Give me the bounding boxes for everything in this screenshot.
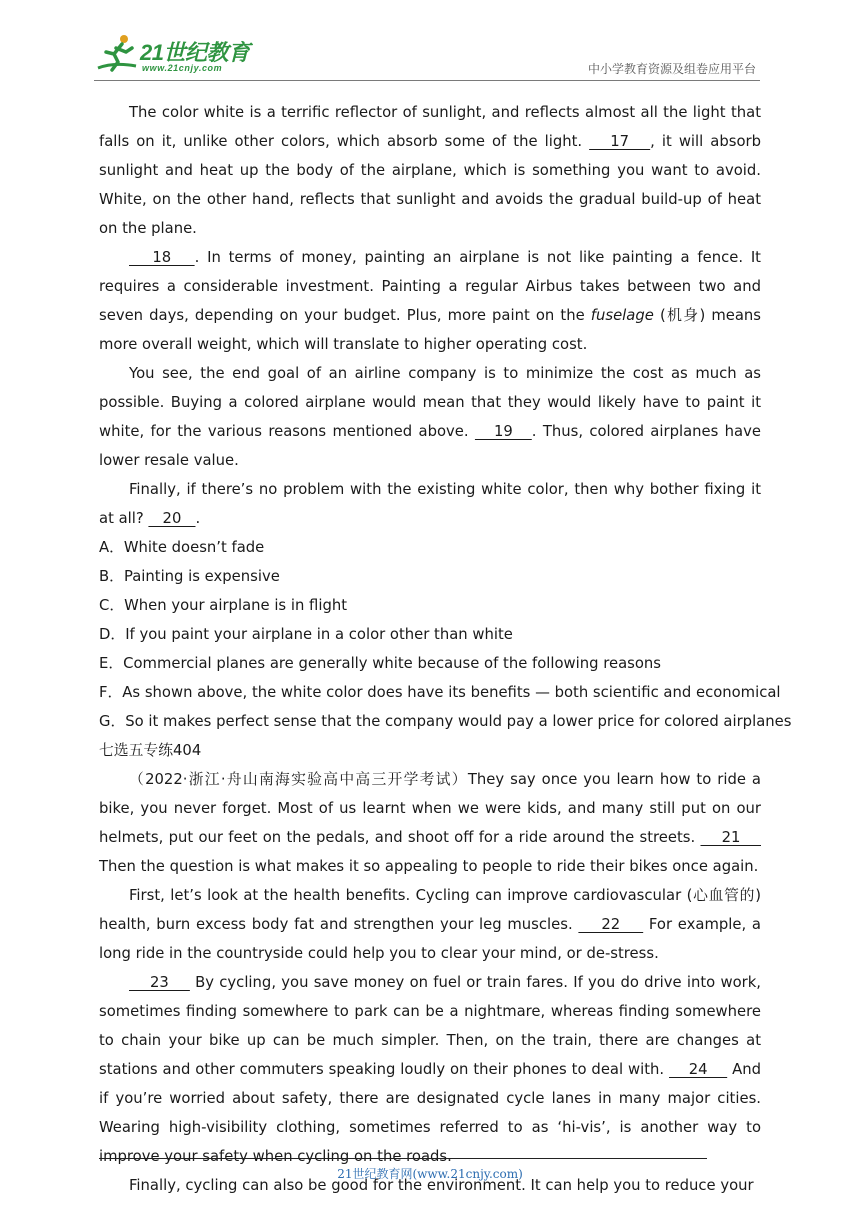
- italic-term: fuselage: [590, 307, 654, 324]
- document-body: [99, 98, 792, 1200]
- paragraph: [99, 881, 761, 968]
- page-header: [94, 30, 760, 81]
- text-run: For example, a long ride in the countryside could help you to clear your mind, or de-stress.: [99, 916, 761, 962]
- blank-20: 20: [148, 510, 196, 527]
- paragraph: [99, 98, 761, 243]
- option-a: A．White doesn’t fade: [99, 539, 265, 556]
- logo-url-text: www.21cnjy.com: [142, 63, 223, 73]
- blank-21: 21: [700, 829, 761, 846]
- text-run: (机身) means more overall weight, which will translate to higher operating cost.: [99, 307, 761, 353]
- blank-22: 22: [578, 916, 644, 933]
- paragraph: [99, 765, 761, 881]
- footer-link[interactable]: 21世纪教育网(www.21cnjy.com): [337, 1167, 523, 1181]
- blank-17: 17: [589, 133, 651, 150]
- option-d: D．If you paint your airplane in a color other than white: [99, 626, 513, 643]
- footer-divider: [99, 1158, 707, 1159]
- text-run: The color white is a terrific reflector of sunlight, and reflects almost all the light that falls on it, unlike other colors, which absorb some of the light.: [99, 104, 761, 150]
- text-run: , it will absorb sunlight and heat up the body of the airplane, which is something you want to avoid. White, on the other hand, reflects that sunlight and avoids the gradual build-up of heat on the plane.: [99, 133, 761, 237]
- runner-icon: [94, 32, 140, 76]
- text-run: Then the question is what makes it so appealing to people to ride their bikes once again.: [99, 858, 759, 875]
- blank-23: 23: [129, 974, 190, 991]
- option-f: F．As shown above, the white color does have its benefits — both scientific and economical: [99, 684, 781, 701]
- option-b: B．Painting is expensive: [99, 568, 280, 585]
- blank-18: 18: [129, 249, 195, 266]
- paragraph: [99, 243, 761, 359]
- header-platform-text: 中小学教育资源及组卷应用平台: [587, 62, 756, 76]
- text-run: And if you’re worried about safety, there are designated cycle lanes in many major cities. Wearing high-visibility clothing, sometimes referred to as ‘hi-vis’, is another way to improve your safety when cycling on the roads.: [99, 1061, 761, 1165]
- option-g: G．So it makes perfect sense that the company would pay a lower price for colored airplanes: [99, 713, 792, 730]
- text-run: Finally, cycling can also be good for the environment. It can help you to reduce your: [129, 1177, 754, 1194]
- section-title: 七选五专练404: [99, 742, 202, 759]
- option-c: C．When your airplane is in flight: [99, 597, 348, 614]
- text-run: . In terms of money, painting an airplane is not like painting a fence. It requires a considerable investment. Painting a regular Airbus takes between two and seven days, depending on your budget. Plus, more paint on the: [99, 249, 761, 324]
- text-run: （2022·浙江·舟山南海实验高中高三开学考试）They say once you learn how to ride a bike, you never forget. Most of us learnt when we were kids, and many still put on our helmets, put our feet on the pedals, and shoot off for a ride around the streets.: [99, 771, 761, 846]
- text-run: You see, the end goal of an airline company is to minimize the cost as much as possible. Buying a colored airplane would mean that they would likely have to paint it white, for the various reasons mentioned above.: [99, 365, 761, 440]
- text-run: First, let’s look at the health benefits. Cycling can improve cardiovascular (心血管的) health, burn excess body fat and strengthen your leg muscles.: [99, 887, 761, 933]
- blank-19: 19: [474, 423, 532, 440]
- blank-24: 24: [669, 1061, 728, 1078]
- option-e: E．Commercial planes are generally white because of the following reasons: [99, 655, 662, 672]
- paragraph: [99, 359, 761, 475]
- site-logo[interactable]: [94, 32, 269, 76]
- text-run: . Thus, colored airplanes have lower resale value.: [99, 423, 761, 469]
- text-run: Finally, if there’s no problem with the existing white color, then why bother fixing it at all?: [99, 481, 761, 527]
- paragraph: [99, 475, 761, 533]
- text-run: By cycling, you save money on fuel or train fares. If you do drive into work, sometimes finding somewhere to park can be a nightmare, whereas finding somewhere to chain your bike up can be much simpler. Then, on the train, there are changes at stations and other commuters speaking loudly on their phones to deal with.: [99, 974, 761, 1078]
- logo-main-text: 21世纪教育: [140, 40, 250, 65]
- text-run: .: [195, 510, 201, 527]
- paragraph: [99, 968, 761, 1171]
